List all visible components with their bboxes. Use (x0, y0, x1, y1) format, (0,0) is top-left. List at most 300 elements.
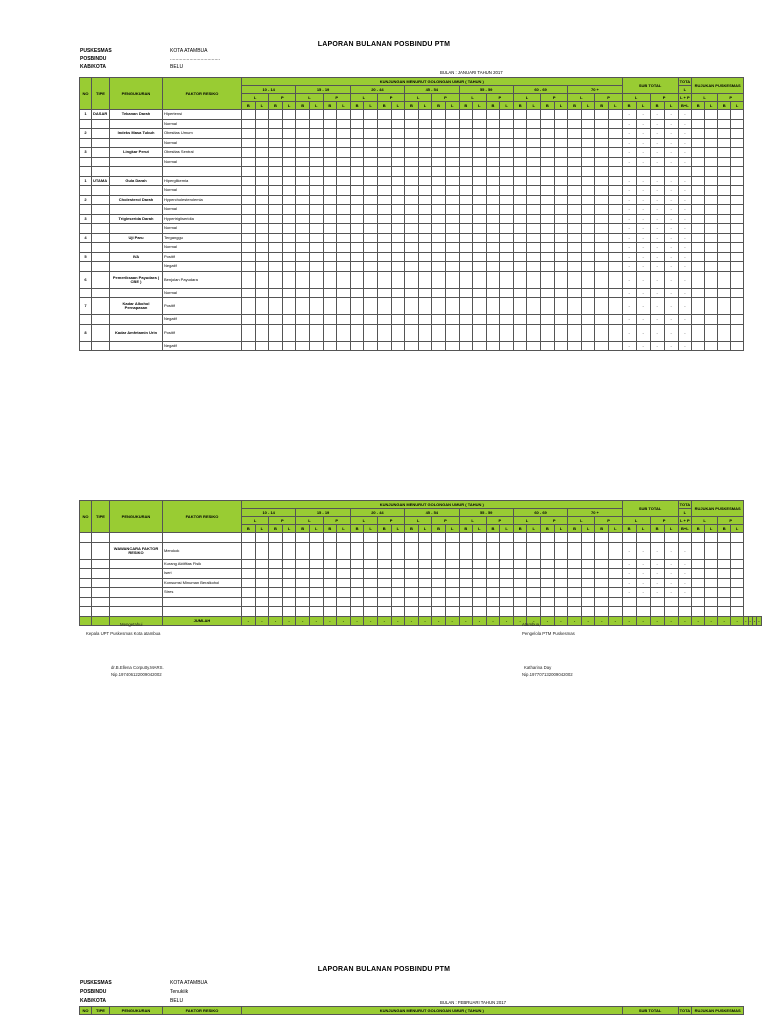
row-value (323, 186, 337, 196)
row-value (459, 167, 473, 177)
row-value (309, 243, 323, 253)
row-value (405, 298, 419, 315)
row-value (255, 186, 269, 196)
row-value (323, 569, 337, 579)
row-subtotal (650, 597, 664, 607)
header-total-l: L (678, 86, 692, 94)
row-value (609, 214, 623, 224)
row-value (541, 607, 555, 617)
row-value (242, 119, 256, 129)
row-value (541, 559, 555, 569)
row-value (255, 597, 269, 607)
row-value (459, 110, 473, 120)
row-value (377, 607, 391, 617)
row-no: 4 (80, 233, 92, 243)
row-rujukan (718, 341, 731, 351)
total-value: - (296, 616, 310, 626)
report-table-interview (79, 500, 762, 626)
row-faktor: Konsumsi Minuman Beralkohol (163, 578, 242, 588)
row-value (595, 262, 609, 272)
row-total: - (678, 315, 692, 325)
header-sex-l: L (350, 94, 377, 102)
row-rujukan (692, 186, 705, 196)
header-age-group: 45 - 54 (405, 509, 459, 517)
row-value (391, 148, 405, 158)
header-l: L (731, 102, 744, 110)
row-subtotal: - (636, 243, 650, 253)
row-rujukan (731, 252, 744, 262)
row-pengukuran: WAWANCARA FAKTOR RESIKO (110, 542, 163, 559)
row-value (391, 224, 405, 234)
row-value (405, 288, 419, 298)
row-value (541, 252, 555, 262)
table-row (80, 542, 762, 559)
row-total: - (678, 119, 692, 129)
row-value (269, 186, 283, 196)
row-tipe (92, 607, 110, 617)
row-value (568, 271, 582, 288)
row-value (432, 597, 446, 607)
row-tipe (92, 252, 110, 262)
row-pengukuran: Kadar Alkohol Pernapasan (110, 298, 163, 315)
row-rujukan (705, 288, 718, 298)
table-row (80, 243, 744, 253)
table-row (80, 186, 744, 196)
row-no: 6 (80, 271, 92, 288)
row-value (309, 271, 323, 288)
row-value (269, 298, 283, 315)
row-value (269, 607, 283, 617)
header-sex-p: P (486, 517, 513, 525)
row-subtotal: - (636, 224, 650, 234)
row-value (432, 542, 446, 559)
row-value (554, 569, 568, 579)
row-tipe (92, 186, 110, 196)
row-value (527, 214, 541, 224)
row-subtotal: - (664, 138, 678, 148)
header-no: NO (80, 501, 92, 533)
row-value (595, 315, 609, 325)
row-value (255, 542, 269, 559)
row-value (323, 588, 337, 598)
row-value (581, 588, 595, 598)
row-subtotal (664, 597, 678, 607)
row-value (445, 588, 459, 598)
row-value (445, 542, 459, 559)
row-subtotal: - (664, 233, 678, 243)
signature-left-nip: Nip.197406122009042002 (111, 672, 162, 677)
row-value (255, 224, 269, 234)
meta-value: KOTA ATAMBUA (170, 48, 208, 54)
row-value (541, 167, 555, 177)
header-b: B (541, 525, 555, 533)
total-value: - (705, 616, 718, 626)
row-faktor: Negatif (163, 315, 242, 325)
row-value (418, 129, 432, 139)
row-value (459, 341, 473, 351)
meta-label: POSBINDU (80, 988, 107, 995)
row-subtotal: - (636, 157, 650, 167)
row-value (269, 559, 283, 569)
row-value (513, 315, 527, 325)
row-value (500, 542, 514, 559)
row-faktor: Merokok (163, 542, 242, 559)
row-value (541, 243, 555, 253)
row-value (432, 167, 446, 177)
row-tipe (92, 129, 110, 139)
row-value (255, 569, 269, 579)
row-value (486, 578, 500, 588)
row-subtotal: - (664, 315, 678, 325)
row-value (350, 195, 364, 205)
header-b: B (595, 102, 609, 110)
row-value (296, 243, 310, 253)
row-value (282, 324, 296, 341)
row-value (541, 119, 555, 129)
row-faktor: Normal (163, 243, 242, 253)
table-row (80, 607, 762, 617)
row-subtotal (664, 167, 678, 177)
row-total: - (678, 324, 692, 341)
row-value (377, 588, 391, 598)
row-rujukan (731, 148, 744, 158)
row-rujukan (692, 569, 705, 579)
header-sex-l: L (405, 94, 432, 102)
row-value (405, 205, 419, 215)
row-no: 1 (80, 176, 92, 186)
row-rujukan (718, 167, 731, 177)
row-value (595, 252, 609, 262)
row-value (513, 533, 527, 543)
row-value (377, 157, 391, 167)
row-value (568, 138, 582, 148)
row-value (418, 186, 432, 196)
row-rujukan (718, 252, 731, 262)
row-value (405, 214, 419, 224)
row-value (418, 597, 432, 607)
row-rujukan (731, 119, 744, 129)
row-no (80, 138, 92, 148)
table-row (80, 262, 744, 272)
header-l: L (282, 525, 296, 533)
row-value (269, 119, 283, 129)
row-value (609, 542, 623, 559)
row-pengukuran: Pemeriksaan Payudara ( CBE ) (110, 271, 163, 288)
row-rujukan (705, 157, 718, 167)
row-subtotal (650, 607, 664, 617)
header-b: B (513, 102, 527, 110)
header-age-group: 15 - 19 (296, 86, 350, 94)
row-value (364, 569, 378, 579)
row-value (377, 167, 391, 177)
row-value (282, 597, 296, 607)
row-subtotal: - (636, 341, 650, 351)
row-value (568, 119, 582, 129)
row-value (486, 559, 500, 569)
row-value (350, 148, 364, 158)
row-value (541, 157, 555, 167)
row-value (473, 214, 487, 224)
row-value (405, 243, 419, 253)
header-rujukan: RUJUKAN PUSKESMAS (692, 78, 744, 94)
row-rujukan (705, 214, 718, 224)
row-value (323, 533, 337, 543)
table-row (80, 224, 744, 234)
header-b: B (405, 525, 419, 533)
row-value (432, 588, 446, 598)
row-rujukan (718, 157, 731, 167)
row-value (377, 129, 391, 139)
header-total: TOTA (679, 1007, 691, 1013)
row-tipe (92, 214, 110, 224)
row-value (595, 138, 609, 148)
row-value (296, 542, 310, 559)
header-b: B (350, 525, 364, 533)
row-value (364, 157, 378, 167)
row-value (282, 262, 296, 272)
row-subtotal: - (622, 542, 636, 559)
row-value (296, 607, 310, 617)
row-subtotal: - (622, 262, 636, 272)
row-value (337, 262, 351, 272)
table-row (80, 588, 762, 598)
row-value (486, 597, 500, 607)
row-subtotal (622, 597, 636, 607)
row-value (337, 167, 351, 177)
row-value (391, 288, 405, 298)
row-value (554, 243, 568, 253)
row-value (445, 533, 459, 543)
row-value (377, 214, 391, 224)
row-value (473, 533, 487, 543)
row-value (269, 578, 283, 588)
row-value (242, 110, 256, 120)
row-pengukuran: Lingkar Perut (110, 148, 163, 158)
row-value (282, 607, 296, 617)
header-sex-l: L (568, 94, 595, 102)
row-value (391, 559, 405, 569)
row-value (581, 157, 595, 167)
row-value (242, 138, 256, 148)
header-b: B (513, 525, 527, 533)
row-value (242, 214, 256, 224)
row-value (377, 324, 391, 341)
row-value (595, 597, 609, 607)
row-value (364, 578, 378, 588)
row-value (459, 138, 473, 148)
row-value (473, 262, 487, 272)
row-value (337, 195, 351, 205)
header-sex-p: P (718, 94, 744, 102)
row-value (309, 533, 323, 543)
row-value (513, 569, 527, 579)
row-value (595, 533, 609, 543)
row-value (595, 607, 609, 617)
row-value (486, 167, 500, 177)
row-subtotal: - (664, 157, 678, 167)
row-value (242, 597, 256, 607)
row-tipe (92, 533, 110, 543)
row-value (337, 324, 351, 341)
header-sex-p: P (269, 517, 296, 525)
row-subtotal: - (622, 569, 636, 579)
row-faktor: Hypertrigliseridia (163, 214, 242, 224)
row-value (486, 288, 500, 298)
row-value (255, 324, 269, 341)
row-value (255, 110, 269, 120)
header-bl: B+L (678, 525, 692, 533)
row-faktor (163, 597, 242, 607)
row-no (80, 186, 92, 196)
row-value (309, 119, 323, 129)
row-value (391, 129, 405, 139)
row-value (296, 569, 310, 579)
row-value (405, 597, 419, 607)
row-value (350, 288, 364, 298)
row-value (323, 195, 337, 205)
header-sex-p: P (650, 94, 678, 102)
row-value (609, 224, 623, 234)
header-b: B (568, 525, 582, 533)
row-pengukuran: Gula Darah (110, 176, 163, 186)
row-faktor: Obesitas Umum (163, 129, 242, 139)
row-value (459, 243, 473, 253)
header-l: L (364, 525, 378, 533)
row-value (486, 298, 500, 315)
row-total: - (678, 195, 692, 205)
row-value (269, 262, 283, 272)
row-value (309, 597, 323, 607)
row-value (337, 569, 351, 579)
row-value (527, 542, 541, 559)
header-sex-p: P (650, 517, 678, 525)
row-value (391, 578, 405, 588)
row-subtotal: - (650, 588, 664, 598)
row-value (609, 176, 623, 186)
row-rujukan (718, 597, 731, 607)
row-value (282, 341, 296, 351)
row-value (609, 110, 623, 120)
row-value (581, 271, 595, 288)
row-subtotal: - (636, 315, 650, 325)
row-subtotal: - (636, 176, 650, 186)
row-value (391, 597, 405, 607)
row-value (459, 186, 473, 196)
row-pengukuran (110, 262, 163, 272)
header-b: B (486, 102, 500, 110)
header-b: B (269, 525, 283, 533)
header-kunjungan: KUNJUNGAN MENURUT GOLONGAN UMUR ( TAHUN ) (242, 78, 623, 86)
row-value (282, 110, 296, 120)
row-value (432, 341, 446, 351)
row-value (350, 588, 364, 598)
row-tipe (92, 315, 110, 325)
meta-value: Tenukiik (170, 988, 189, 995)
table-row (80, 533, 762, 543)
row-value (513, 324, 527, 341)
row-value (500, 243, 514, 253)
header-sex-p: P (541, 517, 568, 525)
row-tipe (92, 271, 110, 288)
row-pengukuran: Indeks Masa Tubuh (110, 129, 163, 139)
row-value (391, 167, 405, 177)
total-value: - (337, 616, 351, 626)
row-subtotal: - (664, 559, 678, 569)
row-rujukan (692, 252, 705, 262)
row-subtotal: - (664, 224, 678, 234)
row-tipe (92, 569, 110, 579)
header-sex-p: P (377, 94, 404, 102)
row-value (473, 542, 487, 559)
row-subtotal: - (650, 341, 664, 351)
row-value (527, 324, 541, 341)
header-sex-l: L (692, 94, 718, 102)
row-value (309, 315, 323, 325)
row-value (418, 214, 432, 224)
row-value (445, 110, 459, 120)
row-rujukan (692, 110, 705, 120)
header-l: L (364, 102, 378, 110)
row-value (405, 569, 419, 579)
row-no (80, 569, 92, 579)
row-value (432, 252, 446, 262)
row-value (282, 298, 296, 315)
row-rujukan (692, 167, 705, 177)
row-value (459, 542, 473, 559)
total-value: - (554, 616, 568, 626)
row-rujukan (692, 195, 705, 205)
row-value (609, 138, 623, 148)
row-value (391, 186, 405, 196)
row-subtotal: - (650, 195, 664, 205)
row-rujukan (718, 214, 731, 224)
row-rujukan (731, 110, 744, 120)
row-value (377, 578, 391, 588)
row-value (432, 176, 446, 186)
row-value (459, 176, 473, 186)
row-value (432, 205, 446, 215)
row-value (541, 176, 555, 186)
row-rujukan (705, 167, 718, 177)
header-rujukan: RUJUKAN PUSKESMAS (692, 501, 744, 517)
report-title: LAPORAN BULANAN POSBINDU PTM (317, 41, 451, 48)
row-subtotal: - (664, 119, 678, 129)
report-table (79, 77, 744, 351)
row-value (459, 324, 473, 341)
row-value (391, 315, 405, 325)
row-value (609, 578, 623, 588)
header-subtotal: SUB TOTAL (622, 1007, 678, 1015)
row-value (595, 569, 609, 579)
row-rujukan (731, 341, 744, 351)
row-value (500, 224, 514, 234)
row-value (350, 597, 364, 607)
row-value (350, 315, 364, 325)
row-value (554, 224, 568, 234)
row-no (80, 607, 92, 617)
row-value (445, 252, 459, 262)
header-b: B (486, 525, 500, 533)
row-subtotal: - (664, 288, 678, 298)
row-rujukan (731, 195, 744, 205)
report-title-2: LAPORAN BULANAN POSBINDU PTM (317, 966, 451, 973)
row-subtotal (636, 533, 650, 543)
row-pengukuran: Tekanan Darah (110, 110, 163, 120)
header-l: L (309, 102, 323, 110)
row-subtotal: - (622, 233, 636, 243)
row-value (445, 288, 459, 298)
row-value (418, 110, 432, 120)
